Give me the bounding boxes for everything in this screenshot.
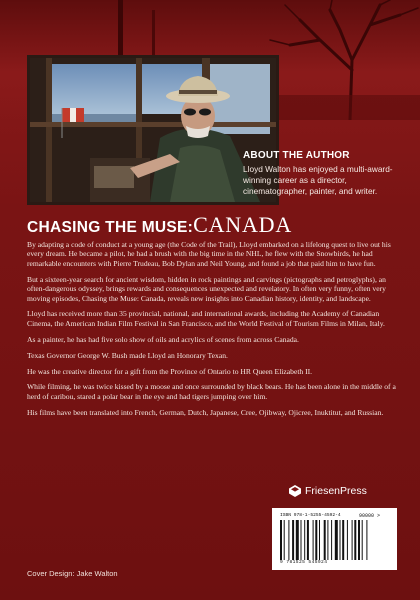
- isbn-text: ISBN 978-1-5255-4592-4: [280, 513, 341, 518]
- background-tree: [260, 0, 420, 120]
- cover-design-credit: Cover Design: Jake Walton: [27, 569, 118, 578]
- isbn-barcode: [272, 508, 397, 570]
- description-paragraph: He was the creative director for a gift from the Province of Ontario to HR Queen Elizabeth II.: [27, 366, 313, 376]
- publisher-name: FriesenPress: [305, 485, 367, 497]
- book-title-part2: CANADA: [193, 212, 293, 237]
- book-description: [27, 240, 399, 424]
- about-author-heading: ABOUT THE AUTHOR: [243, 150, 350, 161]
- description-paragraph: Lloyd has received more than 35 provincial, national, and international awards, including the Academy of Canadian Cinema, the American Indian Film Festival in San Francisco, and the World Festival of Tourism Films in Milan, Italy.: [27, 309, 385, 328]
- book-title: [27, 212, 292, 238]
- book-title-part1: CHASING THE MUSE:: [27, 219, 194, 236]
- description-paragraph: But a sixteen-year search for ancient wisdom, hidden in rock paintings and carvings (pictographs and petroglyphs), an often-dangerous odyssey, brings rewards and consequences unexpected and revelatory. In often very funny, often very moving episodes, Chasing the Muse: Canada, reveals new insights into Canadian history, identity, and landscape.: [27, 274, 386, 303]
- barcode-bars: [280, 520, 389, 560]
- description-paragraph: Texas Governor George W. Bush made Lloyd an Honorary Texan.: [27, 350, 228, 360]
- description-paragraph: His films have been translated into French, German, Dutch, Japanese, Cree, Ojibway, Ojicree, Inuktitut, and Russian.: [27, 407, 384, 417]
- friesenpress-logo-icon: [289, 485, 301, 497]
- barcode-number: 9 781525 545924: [280, 560, 328, 565]
- description-paragraph: While filming, he was twice kissed by a moose and once surrounded by black bears. He has been alone in the middle of a herd of caribou, stared a polar bear in the eye and had tigers jumping over him.: [27, 382, 396, 401]
- author-photo: [27, 55, 279, 205]
- price-code: 90000 >: [359, 513, 381, 519]
- description-paragraph: As a painter, he has had five solo show of oils and acrylics of scenes from across Canada.: [27, 334, 299, 344]
- description-paragraph: By adapting a code of conduct at a young age (the Code of the Trail), Lloyd embarked on a lifelong quest to live out his every dream. He became a pilot, he had a brush with the big time in the NHL, he flew with the Snowbirds, he had remarkable encounters with Pierre Trudeau, Bob Dylan and Neil Young, and found a job that paid him to have fun.: [27, 240, 391, 268]
- publisher-logo: [289, 485, 367, 497]
- about-author-text: Lloyd Walton has enjoyed a multi-award-winning career as a director, cinematographer, painter, and writer.: [243, 164, 393, 196]
